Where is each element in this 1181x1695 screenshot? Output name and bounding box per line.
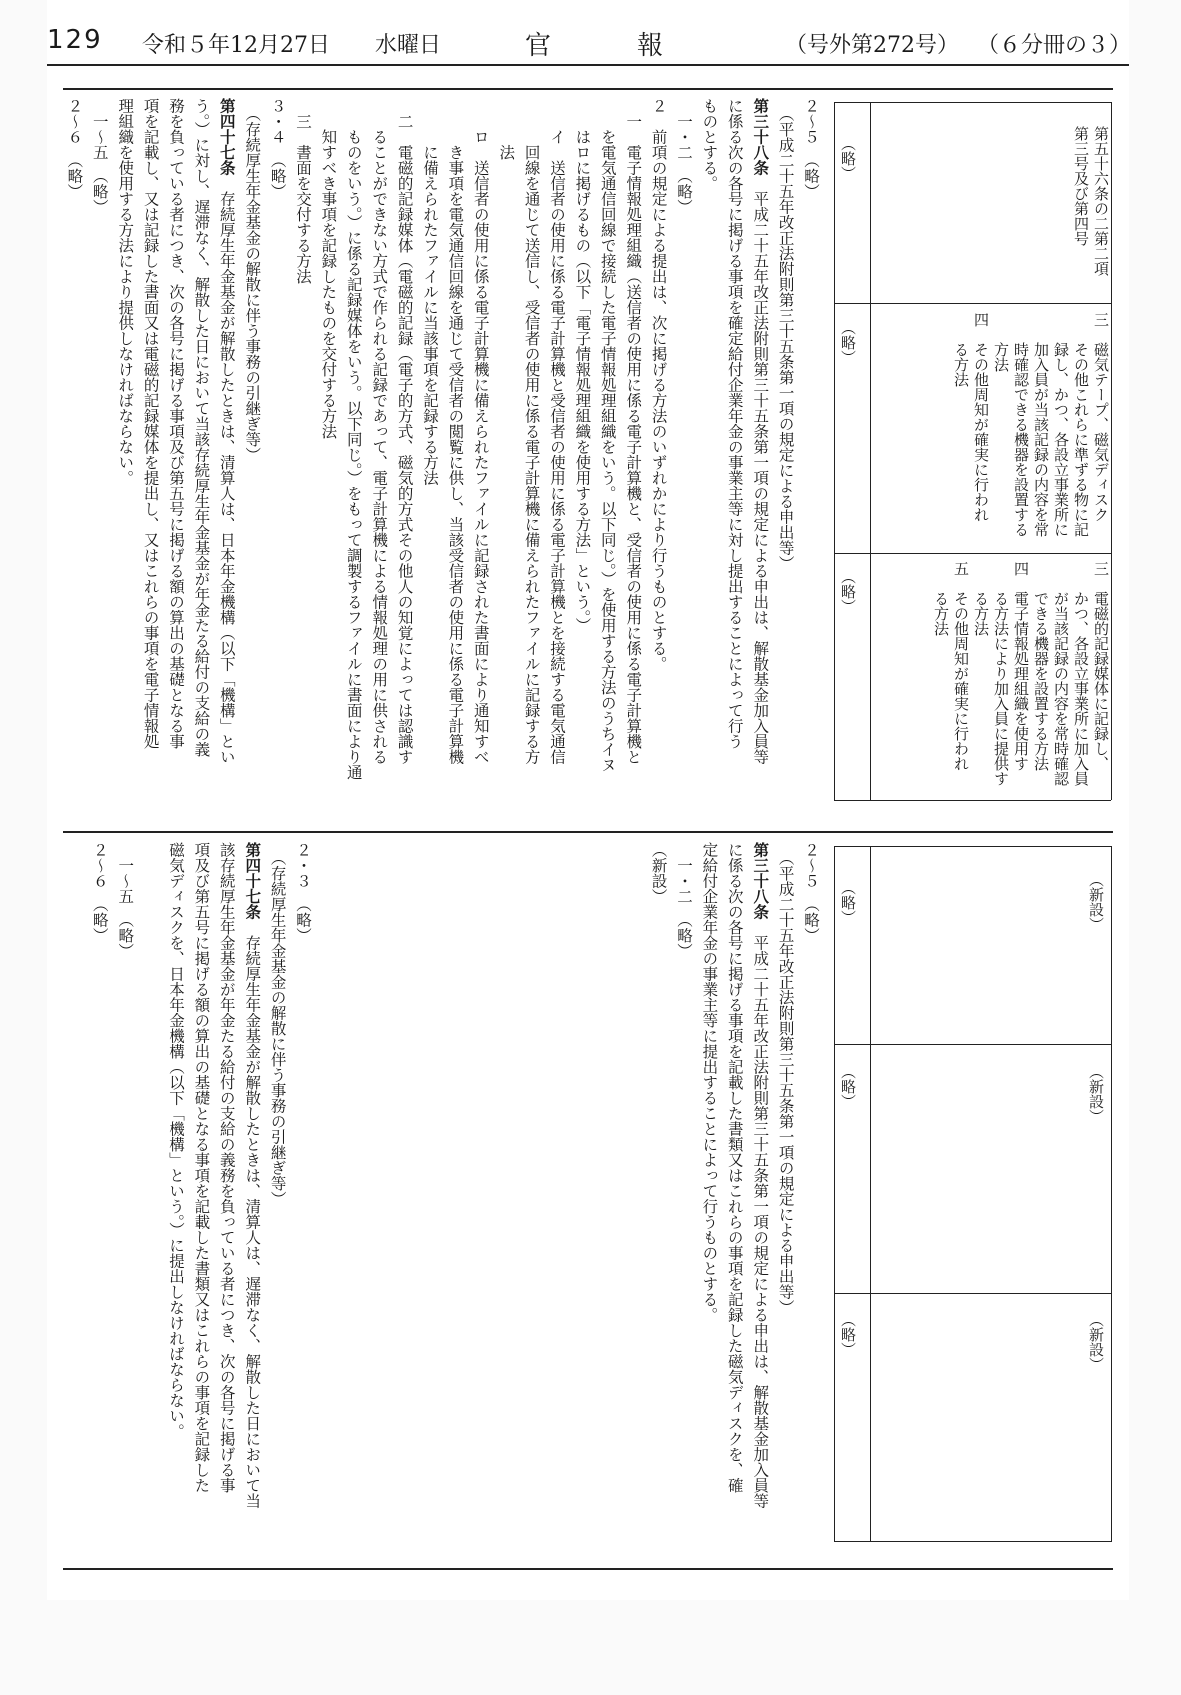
table-left-border: [834, 846, 835, 1542]
body-line: 該存続厚生年金基金が年金たる給付の支給の義務を負っている者につき、次の各号に掲げる事: [217, 842, 236, 1493]
text-column: [267, 842, 288, 1542]
bottom-rule: [63, 1568, 1113, 1570]
body-line: ものをいう。）に係る記録媒体をいう。以下同じ。）をもって調製するファイルに書面により通: [344, 98, 363, 780]
page-number: 129: [47, 25, 103, 55]
body-line: 一・二 （略）: [675, 842, 693, 959]
lower-table-row3-text: （新設）: [1087, 1312, 1105, 1372]
body-line: ２～５ （略）: [802, 98, 820, 199]
text-column: [724, 842, 745, 1542]
body-line: を電気通信回線で接続した電子情報処理組織をいう。以下同じ。）を使用する方法のうちイヌ: [598, 98, 617, 773]
text-column: [749, 842, 771, 1542]
text-column: [546, 98, 567, 798]
table-top-border: [834, 846, 1111, 847]
text-column: [698, 98, 719, 798]
body-line: 二 電磁的記録媒体（電磁的記録（電子的方式、磁気的方式その他人の知覚によっては認識す: [395, 98, 414, 765]
text-column: [89, 842, 110, 1542]
body-line: う。）に対し、遅滞なく、解散した日において当該存続厚生年金基金が年金たる給付の支給の義: [192, 98, 211, 757]
text-column: [241, 842, 263, 1542]
header-rule: [47, 64, 1129, 66]
table-row-divider-1: [834, 1044, 1111, 1045]
body-line: 務を負っている者につき、次の各号に掲げる事項及び第五号に掲げる額の算出の基礎となる事: [167, 98, 185, 749]
body-line: ２～６ （略）: [90, 842, 109, 943]
text-column: [140, 98, 161, 798]
upper-table-row2-omit: （略）: [839, 320, 857, 365]
body-line: 平成二十五年改正法附則第三十五条第一項の規定による申出は、解散基金加入員等: [751, 919, 770, 1509]
table-omit-divider: [870, 102, 871, 800]
body-line: 平成二十五年改正法附則第三十五条第一項の規定による申出は、解散基金加入員等: [751, 175, 770, 765]
text-column: [724, 98, 745, 798]
lower-table-row2-omit: （略）: [839, 1064, 857, 1109]
text-column: [622, 98, 643, 798]
upper-table-row3-text: 三 電磁的記録媒体に記録し、 かつ、各設立事業所に加入員 が当該記録の内容を常時確認 できる機器を設置する方法 四 電子情報処理組織を使用す る方法により加入員に提供す る方法 五 その他周知が確実に行われ る方法: [932, 561, 1110, 786]
body-line: ３・４ （略）: [268, 98, 287, 199]
body-line: （存続厚生年金基金の解散に伴う事務の引継ぎ等）: [268, 842, 287, 1207]
text-column: [673, 842, 694, 1542]
text-column: [343, 98, 364, 798]
body-line: （新設）: [649, 842, 668, 904]
body-line: ものとする。: [700, 98, 719, 191]
lower-table-row2-text: （新設）: [1087, 1064, 1105, 1124]
body-line: イ 送信者の使用に係る電子計算機と受信者の使用に係る電子計算機とを接続する電気通信: [548, 98, 566, 765]
body-line: 磁気ディスクを、日本年金機構（以下「機構」という。）に提出しなければならない。: [167, 842, 185, 1439]
body-line: はロに掲げるもの（以下「電子情報処理組織を使用する方法」という。）: [573, 98, 592, 633]
text-column: [698, 842, 719, 1542]
table-row-divider-2: [834, 1293, 1111, 1294]
body-line: 回線を通じて送信し、受信者の使用に係る電子計算機に備えられたファイルに記録する方: [522, 98, 541, 765]
table-right-border: [1111, 102, 1112, 800]
text-column: [89, 98, 110, 798]
table-bottom-border: [834, 800, 1111, 801]
text-column: [165, 842, 186, 1542]
body-line: 一～五 （略）: [90, 98, 109, 215]
body-line: 定給付企業年金の事業主等に提出することによって行うものとする。: [700, 842, 719, 1323]
body-line: き事項を電気通信回線を通じて受信者の閲覧に供し、当該受信者の使用に係る電子計算機: [446, 98, 465, 765]
text-column: [470, 98, 491, 798]
text-column: [521, 98, 542, 798]
weekday: 水曜日: [375, 33, 442, 58]
body-line: 存続厚生年金基金が解散したときは、清算人は、日本年金機構（以下「機構」とい: [217, 175, 236, 765]
article-heading: 第四十七条: [217, 98, 237, 176]
lower-table-row3-omit: （略）: [839, 1312, 857, 1357]
body-line: 三 書面を交付する方法: [294, 98, 312, 284]
body-line: ２・３ （略）: [294, 842, 312, 943]
text-column: [597, 98, 618, 798]
text-column: [800, 98, 821, 798]
article-heading: 第四十七条: [243, 842, 263, 920]
body-line: 項を記載し、又は記録した書面又は電磁的記録媒体を提出し、又はこれらの事項を電子情報処: [141, 98, 160, 749]
table-top-border: [834, 102, 1111, 103]
text-column: [571, 98, 592, 798]
body-line: に係る次の各号に掲げる事項を記載した書類又はこれらの事項を記録した磁気ディスクを、確: [725, 842, 744, 1493]
text-column: [775, 98, 796, 798]
body-line: 一～五 （略）: [116, 842, 135, 959]
body-line: 一・二 （略）: [675, 98, 693, 215]
body-line: に備えられたファイルに当該事項を記録する方法: [421, 98, 439, 486]
text-column: [216, 98, 238, 798]
text-column: [292, 842, 313, 1542]
issue-number: （号外第272号）: [785, 33, 959, 58]
body-line: ２～５ （略）: [802, 842, 820, 943]
table-bottom-border: [834, 1541, 1111, 1542]
text-column: [190, 842, 211, 1542]
lower-table-row1-omit: （略）: [839, 880, 857, 925]
table-left-border: [834, 102, 835, 800]
page-header: [47, 25, 1132, 64]
text-column: [648, 98, 669, 798]
text-column: [267, 98, 288, 798]
text-column: [648, 842, 669, 1542]
text-column: [241, 98, 262, 798]
text-column: [165, 98, 186, 798]
body-line: 知すべき事項を記録したものを交付する方法: [319, 98, 338, 439]
text-column: [216, 842, 237, 1542]
body-line: 存続厚生年金基金が解散したときは、清算人は、遅滞なく、解散した日において当: [243, 919, 262, 1509]
text-column: [114, 842, 135, 1542]
text-column: [673, 98, 694, 798]
body-line: 一 電子情報処理組織（送信者の使用に係る電子計算機と、受信者の使用に係る電子計算機と: [624, 98, 643, 765]
body-line: ることができない方式で作られる記録であって、電子計算機による情報処理の用に供される: [370, 98, 389, 765]
upper-table-row2-text: 三 磁気テープ、磁気ディスク その他これらに準ずる物に記 録し、かつ、各設立事業所に 加入員が当該記録の内容を常 時確認できる機器を設置する 方法 四 その他周知が確実に行われ る方法: [952, 312, 1110, 537]
text-column: [394, 98, 415, 798]
article-heading: 第三十八条: [751, 98, 771, 176]
issue-date: 令和５年12月27日: [142, 33, 330, 58]
table-right-border: [1111, 846, 1112, 1542]
top-rule: [63, 88, 1113, 90]
text-column: [749, 98, 771, 798]
text-column: [495, 98, 516, 798]
table-omit-divider: [870, 846, 871, 1542]
table-row-divider-1: [834, 303, 1111, 304]
text-column: [114, 98, 135, 798]
volume-label: （６分冊の３）: [977, 33, 1132, 58]
text-column: [190, 98, 211, 798]
lower-table-row1-text: （新設）: [1087, 872, 1105, 932]
body-line: に係る次の各号に掲げる事項を確定給付企業年金の事業主等に対し提出することによって行う: [725, 98, 744, 749]
body-line: （平成二十五年改正法附則第三十五条第一項の規定による申出等）: [776, 842, 795, 1315]
body-line: ２～６ （略）: [65, 98, 84, 199]
text-column: [775, 842, 796, 1542]
text-column: [444, 98, 465, 798]
body-line: （平成二十五年改正法附則第三十五条第一項の規定による申出等）: [776, 98, 795, 571]
body-line: 理組織を使用する方法により提供しなければならない。: [116, 98, 135, 486]
body-line: 項及び第五号に掲げる額の算出の基礎となる事項を記載した書類又はこれらの事項を記録した: [192, 842, 211, 1493]
body-line: ロ 送信者の使用に係る電子計算機に備えられたファイルに記録された書面により通知すべ: [471, 98, 490, 765]
text-column: [63, 98, 84, 798]
text-column: [317, 98, 338, 798]
body-line: （存続厚生年金基金の解散に伴う事務の引継ぎ等）: [243, 98, 262, 463]
middle-rule: [63, 831, 1113, 833]
table-row-divider-2: [834, 553, 1111, 554]
body-line: ２ 前項の規定による提出は、次に掲げる方法のいずれかにより行うものとする。: [649, 98, 668, 672]
gazette-title-1: 官: [525, 31, 552, 61]
text-column: [292, 98, 313, 798]
text-column: [368, 98, 389, 798]
gazette-title-2: 報: [637, 31, 664, 61]
article-heading: 第三十八条: [751, 842, 771, 920]
body-line: 法: [497, 98, 516, 160]
upper-table-row1-omit: （略）: [839, 136, 857, 181]
upper-table-row1-text: 第五十六条の二第二項 第三号及び第四号: [1072, 126, 1110, 276]
text-column: [419, 98, 440, 798]
upper-table-row3-omit: （略）: [839, 569, 857, 614]
text-column: [800, 842, 821, 1542]
